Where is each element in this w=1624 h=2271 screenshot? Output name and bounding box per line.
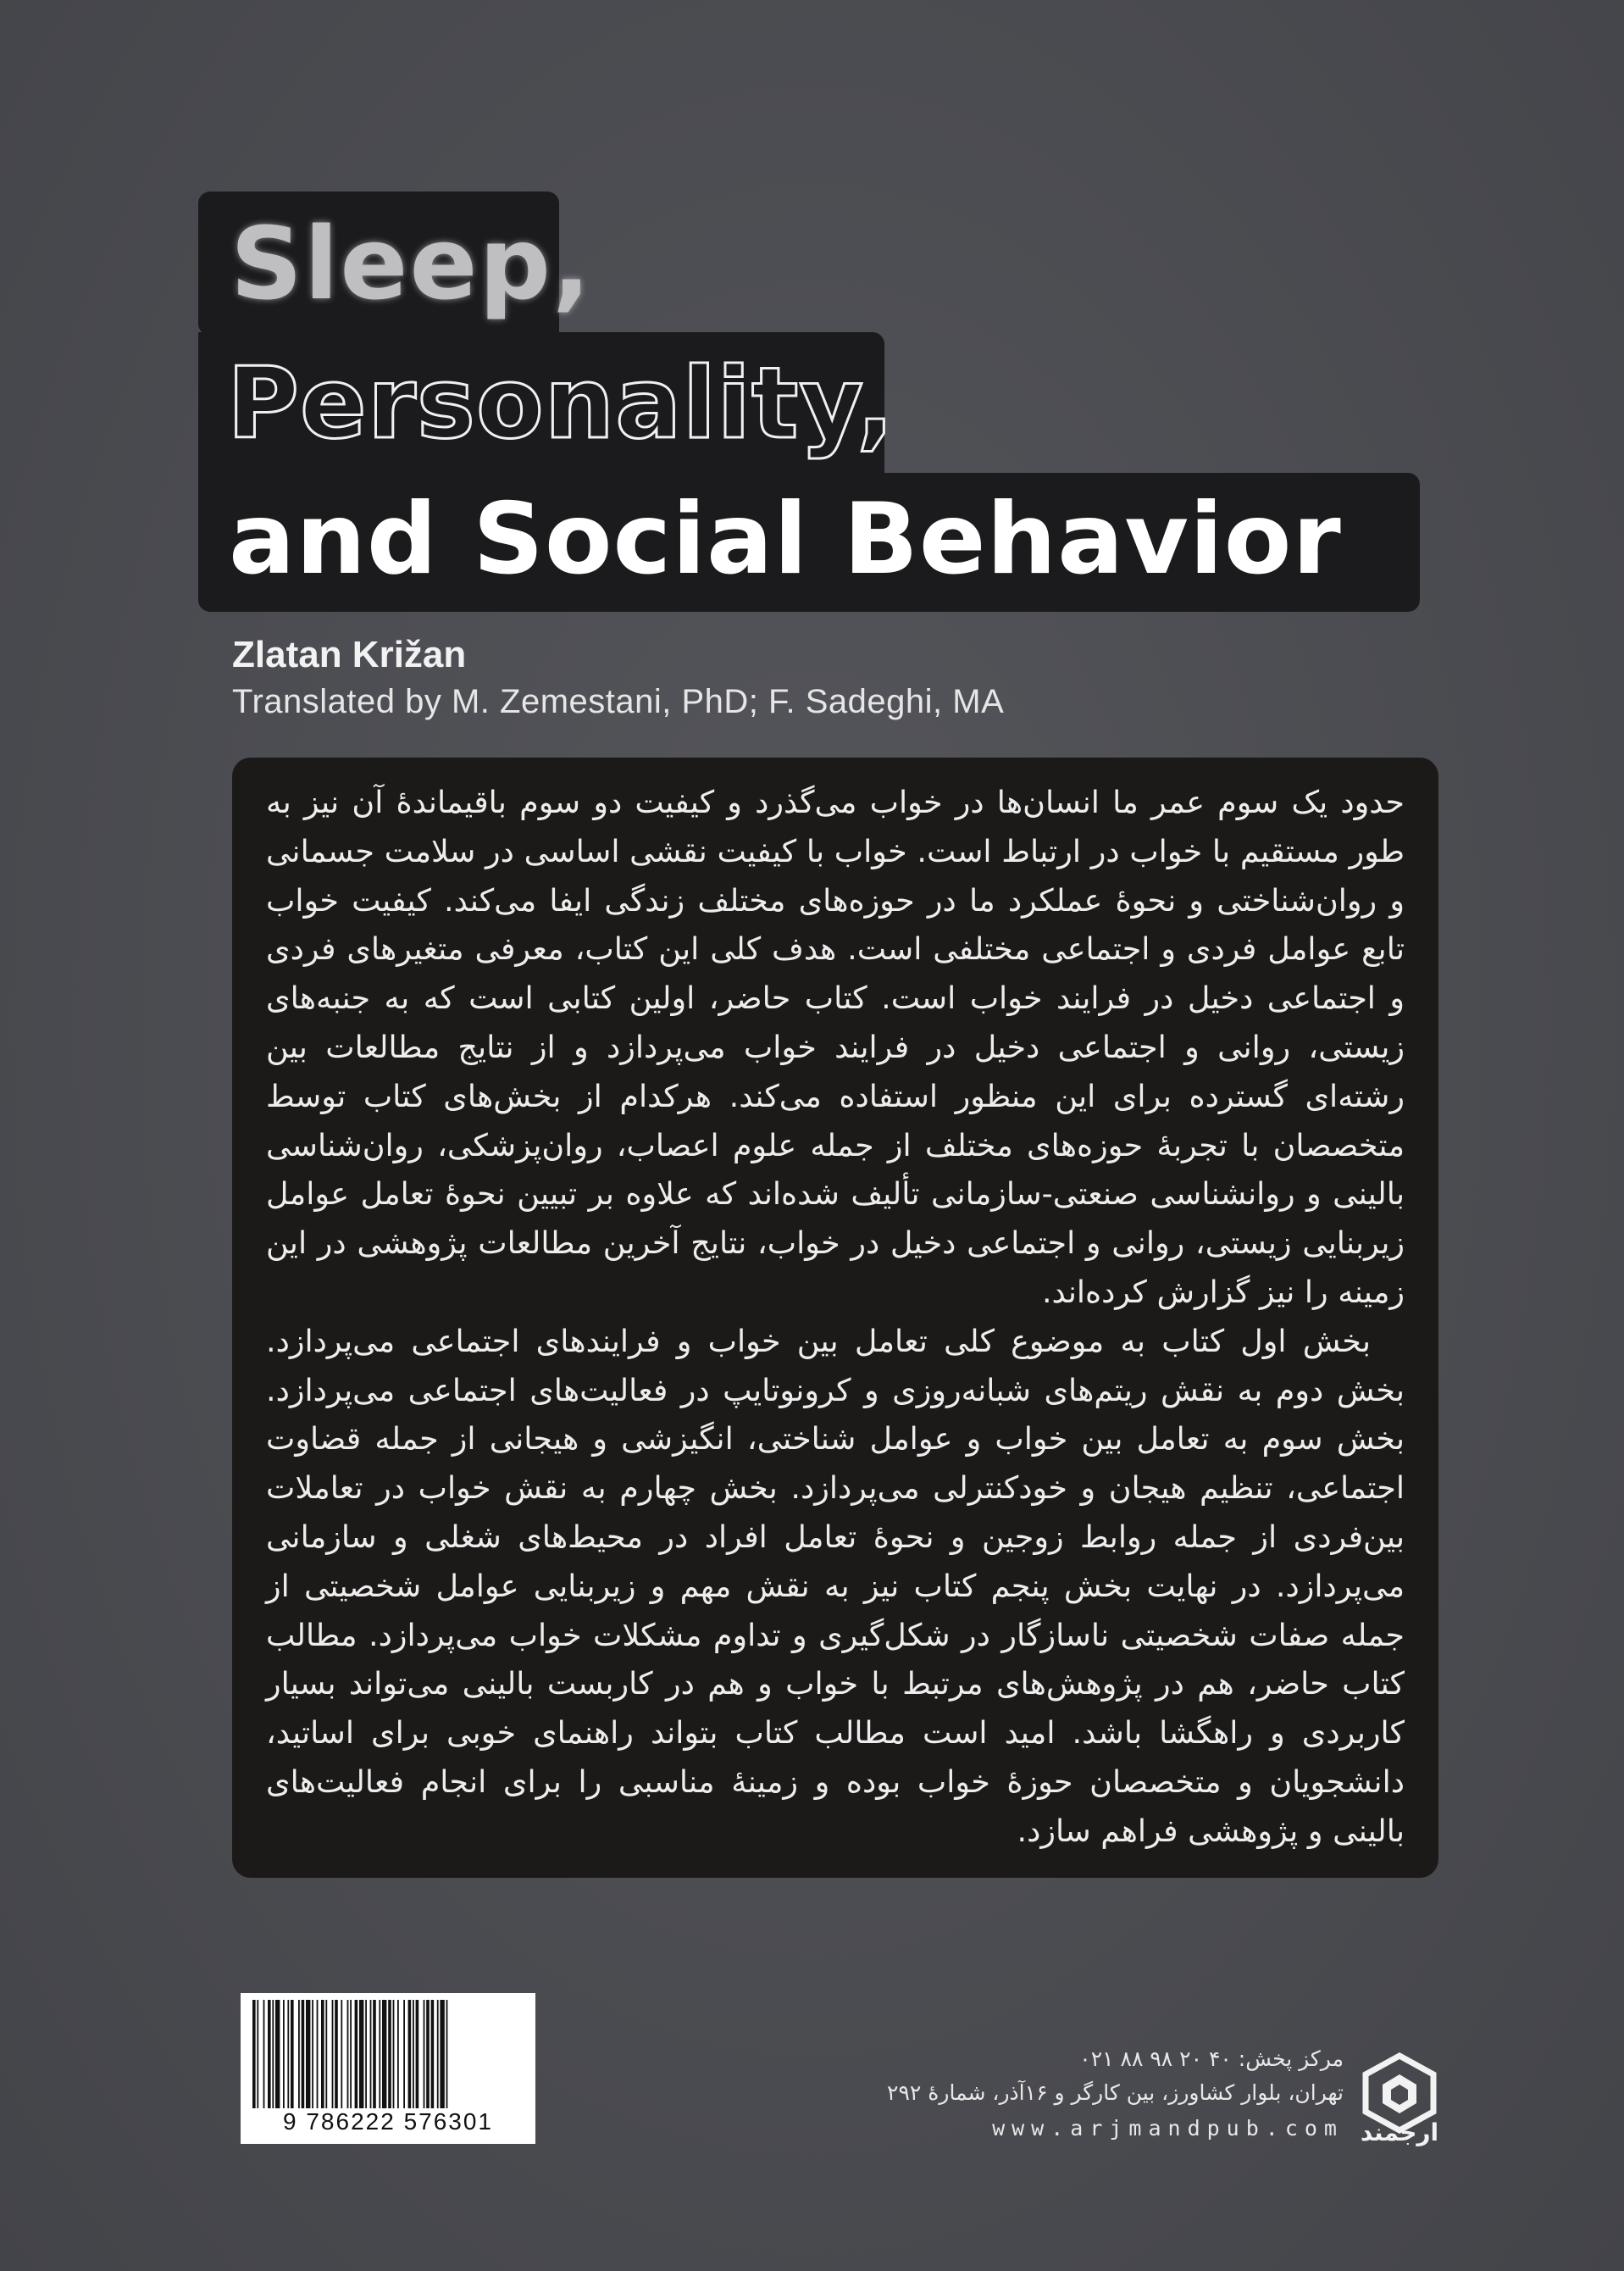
publisher-info (847, 2042, 1344, 2147)
barcode-bar (437, 2000, 439, 2108)
barcode-bar (347, 2000, 349, 2108)
barcode-bar (431, 2000, 435, 2108)
translator-credit: Translated by M. Zemestani, PhD; F. Sadeghi, MA (232, 683, 1005, 720)
barcode-bar (446, 2000, 448, 2108)
barcode-bar (382, 2000, 386, 2108)
barcode-bar (287, 2000, 289, 2108)
publisher-logo-icon (1359, 2027, 1440, 2171)
barcode-bar (341, 2000, 342, 2108)
barcode-bar (413, 2000, 414, 2108)
description-paragraph-1: حدود یک سوم عمر ما انسان‌ها در خواب می‌گذرد و کیفیت دو سوم باقیماندۀ آن نیز به طور مستقیم با خواب در ارتباط است. خواب با کیفیت نقشی اساسی در سلامت جسمانی و روان‌شناختی و نحوۀ عملکرد ما در حوزه‌های مختلف زندگی ایفا می‌کند. کیفیت خواب تابع عوامل فردی و اجتماعی مختلفی است. هدف کلی این کتاب، معرفی متغیرهای فردی و اجتماعی دخیل در فرایند خواب است. کتاب حاضر، اولین کتابی است که به جنبه‌های زیستی، روانی و اجتماعی دخیل در فرایند خواب می‌پردازد و از نتایج مطالعات بین رشته‌ای گسترده برای این منظور استفاده می‌کند. هرکدام از بخش‌های کتاب توسط متخصصان با تجربۀ حوزه‌های مختلف از جمله علوم اعصاب، روان‌پزشکی، روان‌شناسی بالینی و روانشناسی صنعتی-سازمانی تألیف شده‌اند که علاوه بر تبیین نحوۀ تعامل عوامل زیربنایی زیستی، روانی و اجتماعی دخیل در خواب، نتایج آخرین مطالعات پژوهشی در این زمینه را نیز گزارش کرده‌اند. (266, 784, 1405, 1310)
barcode-bar (355, 2000, 358, 2108)
publisher-website: www.arjmandpub.com (992, 2116, 1344, 2141)
barcode-bars (249, 2000, 527, 2108)
barcode-bar (424, 2000, 425, 2108)
barcode-bar (416, 2000, 419, 2108)
barcode-bar (393, 2000, 395, 2108)
barcode-bar (291, 2000, 294, 2108)
distribution-phone: مرکز پخش: ۴۰ ۲۰ ۹۸ ۸۸ ۰۲۱ (1079, 2046, 1344, 2071)
barcode-bar (403, 2000, 405, 2108)
barcode-bar (312, 2000, 313, 2108)
barcode-bar (263, 2000, 265, 2108)
barcode-bar (408, 2000, 412, 2108)
barcode-bar (302, 2000, 305, 2108)
barcode-bar (440, 2000, 444, 2108)
barcode-bar (283, 2000, 285, 2108)
title-line-2-block (198, 332, 895, 476)
barcode-bar (359, 2000, 363, 2108)
barcode-bar (365, 2000, 367, 2108)
barcode-bar (317, 2000, 319, 2108)
barcode-bar (268, 2000, 271, 2108)
title-line-3: and Social Behavior (229, 482, 1342, 597)
title-line-3-block (198, 473, 1420, 612)
barcode-bar (426, 2000, 430, 2108)
barcode-bar (388, 2000, 391, 2108)
publisher-logo-name: ارجمند (1360, 2118, 1439, 2146)
barcode-bar (370, 2000, 372, 2108)
isbn-barcode (241, 1993, 535, 2144)
barcode-bar (306, 2000, 310, 2108)
title-line-1: Sleep, (230, 205, 592, 322)
barcode-bar (350, 2000, 352, 2108)
barcode-bar (332, 2000, 334, 2108)
description-panel (232, 758, 1438, 1878)
barcode-bar (298, 2000, 300, 2108)
barcode-bar (252, 2000, 256, 2108)
barcode-bar (373, 2000, 376, 2108)
barcode-bar (275, 2000, 280, 2108)
barcode-bar (325, 2000, 327, 2108)
description-paragraph-2: بخش اول کتاب به موضوع کلی تعامل بین خواب و فرایندهای اجتماعی می‌پردازد. بخش دوم به نقش ریتم‌های شبانه‌روزی و کرونوتایپ در فعالیت‌های اجتماعی می‌پردازد. بخش سوم به تعامل بین خواب و عوامل شناختی، انگیزشی و هیجانی از جمله قضاوت اجتماعی، تنظیم هیجان و خودکنترلی می‌پردازد. بخش چهارم به نقش خواب در تعاملات بین‌فردی از جمله روابط زوجین و نحوۀ تعامل افراد در محیط‌های شغلی و سازمانی می‌پردازد. در نهایت بخش پنجم کتاب نیز به نقش مهم و زیربنایی عوامل شخصیتی از جمله صفات شخصیتی ناسازگار در شکل‌گیری و تداوم مشکلات خواب می‌پردازد. مطالب کتاب حاضر، هم در پژوهش‌های مرتبط با خواب و هم در کاربست بالینی می‌تواند بسیار کاربردی و راهگشا باشد. امید است مطالب کتاب بتواند راهنمای خوبی برای اساتید، دانشجویان و متخصصان حوزۀ خواب بوده و زمینۀ مناسبی را برای انجام فعالیت‌های بالینی و پژوهشی فراهم سازد. (266, 1322, 1405, 1849)
barcode-bar (335, 2000, 338, 2108)
title-line-1-block (198, 192, 592, 336)
isbn-digits: 9 786222 576301 (283, 2108, 493, 2135)
barcode-bar (257, 2000, 258, 2108)
publisher-address: تهران، بلوار کشاورز، بین کارگر و ۱۶آذر، شمارۀ ۲۹۲ (887, 2080, 1344, 2105)
barcode-bar (321, 2000, 324, 2108)
barcode-bar (272, 2000, 274, 2108)
barcode-bar (379, 2000, 380, 2108)
title-line-2: Personality, (227, 347, 895, 461)
author-name: Zlatan Križan (232, 634, 467, 675)
barcode-bar (397, 2000, 399, 2108)
